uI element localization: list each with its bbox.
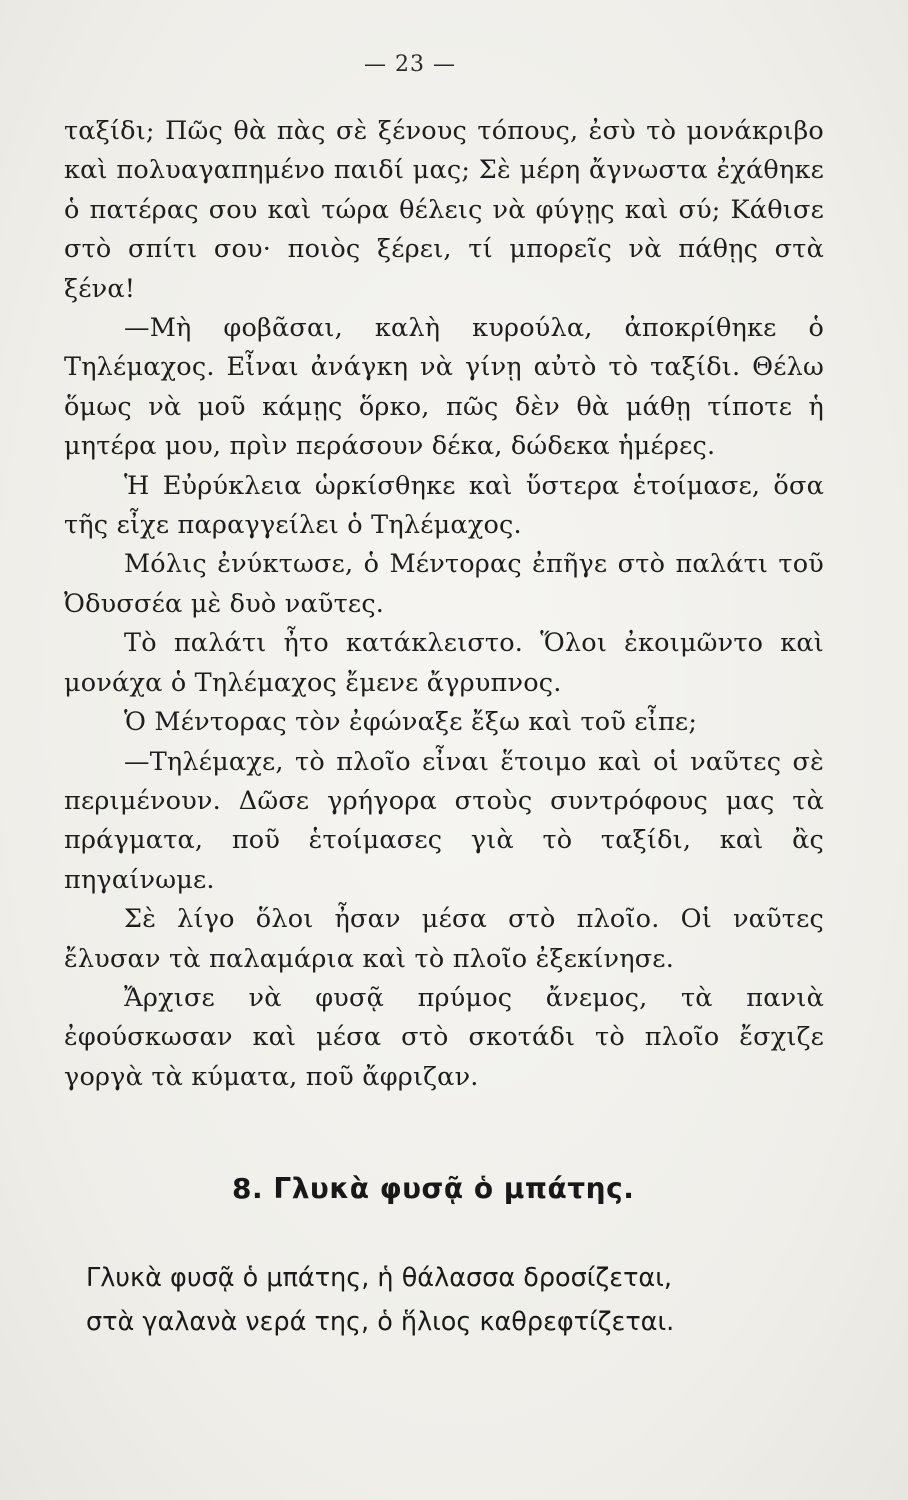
- paragraph: Ὁ Μέντορας τὸν ἐφώναξε ἔξω καὶ τοῦ εἶπε;: [124, 707, 698, 738]
- paragraph: Ἄρχισε νὰ φυσᾷ πρύμος ἄνεμος, τὰ πανιὰ ἐφούσκωσαν καὶ μέσα στὸ σκοτάδι τὸ πλοῖο ἔσχιζε γοργὰ τὰ κύματα, ποῦ ἄφριζαν.: [64, 982, 824, 1092]
- prose-text: [64, 112, 824, 1097]
- paragraph: —Τηλέμαχε, τὸ πλοῖο εἶναι ἕτοιμο καὶ οἱ ναῦτες σὲ περιμένουν. Δῶσε γρήγορα στοὺς συντρόφους μας τὰ πράγματα, ποῦ ἑτοίμασες γιὰ τὸ ταξίδι, καὶ ἂς πηγαίνωμε.: [64, 746, 824, 895]
- poem-line: Γλυκὰ φυσᾷ ὁ μπάτης, ἡ θάλασσα δροσίζεται,: [86, 1263, 672, 1293]
- poem-excerpt: [86, 1256, 806, 1344]
- paragraph: Τὸ παλάτι ἦτο κατάκλειστο. Ὅλοι ἐκοιμῶντο καὶ μονάχα ὁ Τηλέμαχος ἔμενε ἄγρυπνος.: [64, 628, 824, 698]
- poem-line: στὰ γαλανὰ νερά της, ὁ ἥλιος καθρεφτίζεται.: [86, 1307, 675, 1337]
- section-heading: 8. Γλυκὰ φυσᾷ ὁ μπάτης.: [232, 1172, 635, 1205]
- paragraph: Ἡ Εὐρύκλεια ὡρκίσθηκε καὶ ὕστερα ἑτοίμασε, ὅσα τῆς εἶχε παραγγείλει ὁ Τηλέμαχος.: [64, 470, 824, 541]
- paragraph: Σὲ λίγο ὅλοι ἦσαν μέσα στὸ πλοῖο. Οἱ ναῦτες ἔλυσαν τὰ παλαμάρια καὶ τὸ πλοῖο ἐξεκίνησε.: [64, 904, 824, 974]
- paragraph: Μόλις ἐνύκτωσε, ὁ Μέντορας ἐπῆγε στὸ παλάτι τοῦ Ὀδυσσέα μὲ δυὸ ναῦτες.: [64, 549, 824, 619]
- page-number: — 23 —: [364, 52, 456, 77]
- paragraph: —Μὴ φοβᾶσαι, καλὴ κυρούλα, ἀποκρίθηκε ὁ Τηλέμαχος. Εἶναι ἀνάγκη νὰ γίνῃ αὐτὸ τὸ ταξίδι. Θέλω ὅμως νὰ μοῦ κάμῃς ὅρκο, πῶς δὲν θὰ μάθῃ τίποτε ἡ μητέρα μου, πρὶν περάσουν δέκα, δώδεκα ἡμέρες.: [64, 313, 824, 462]
- paragraph: ταξίδι; Πῶς θὰ πὰς σὲ ξένους τόπους, ἐσὺ τὸ μονάκριβο καὶ πολυαγαπημένο παιδί μας; Σὲ μέρη ἄγνωστα ἐχάθηκε ὁ πατέρας σου καὶ τώρα θέλεις νὰ φύγῃς καὶ σύ; Κάθισε στὸ σπίτι σου· ποιὸς ξέρει, τί μπορεῖς νὰ πάθῃς στὰ ξένα!: [64, 116, 824, 304]
